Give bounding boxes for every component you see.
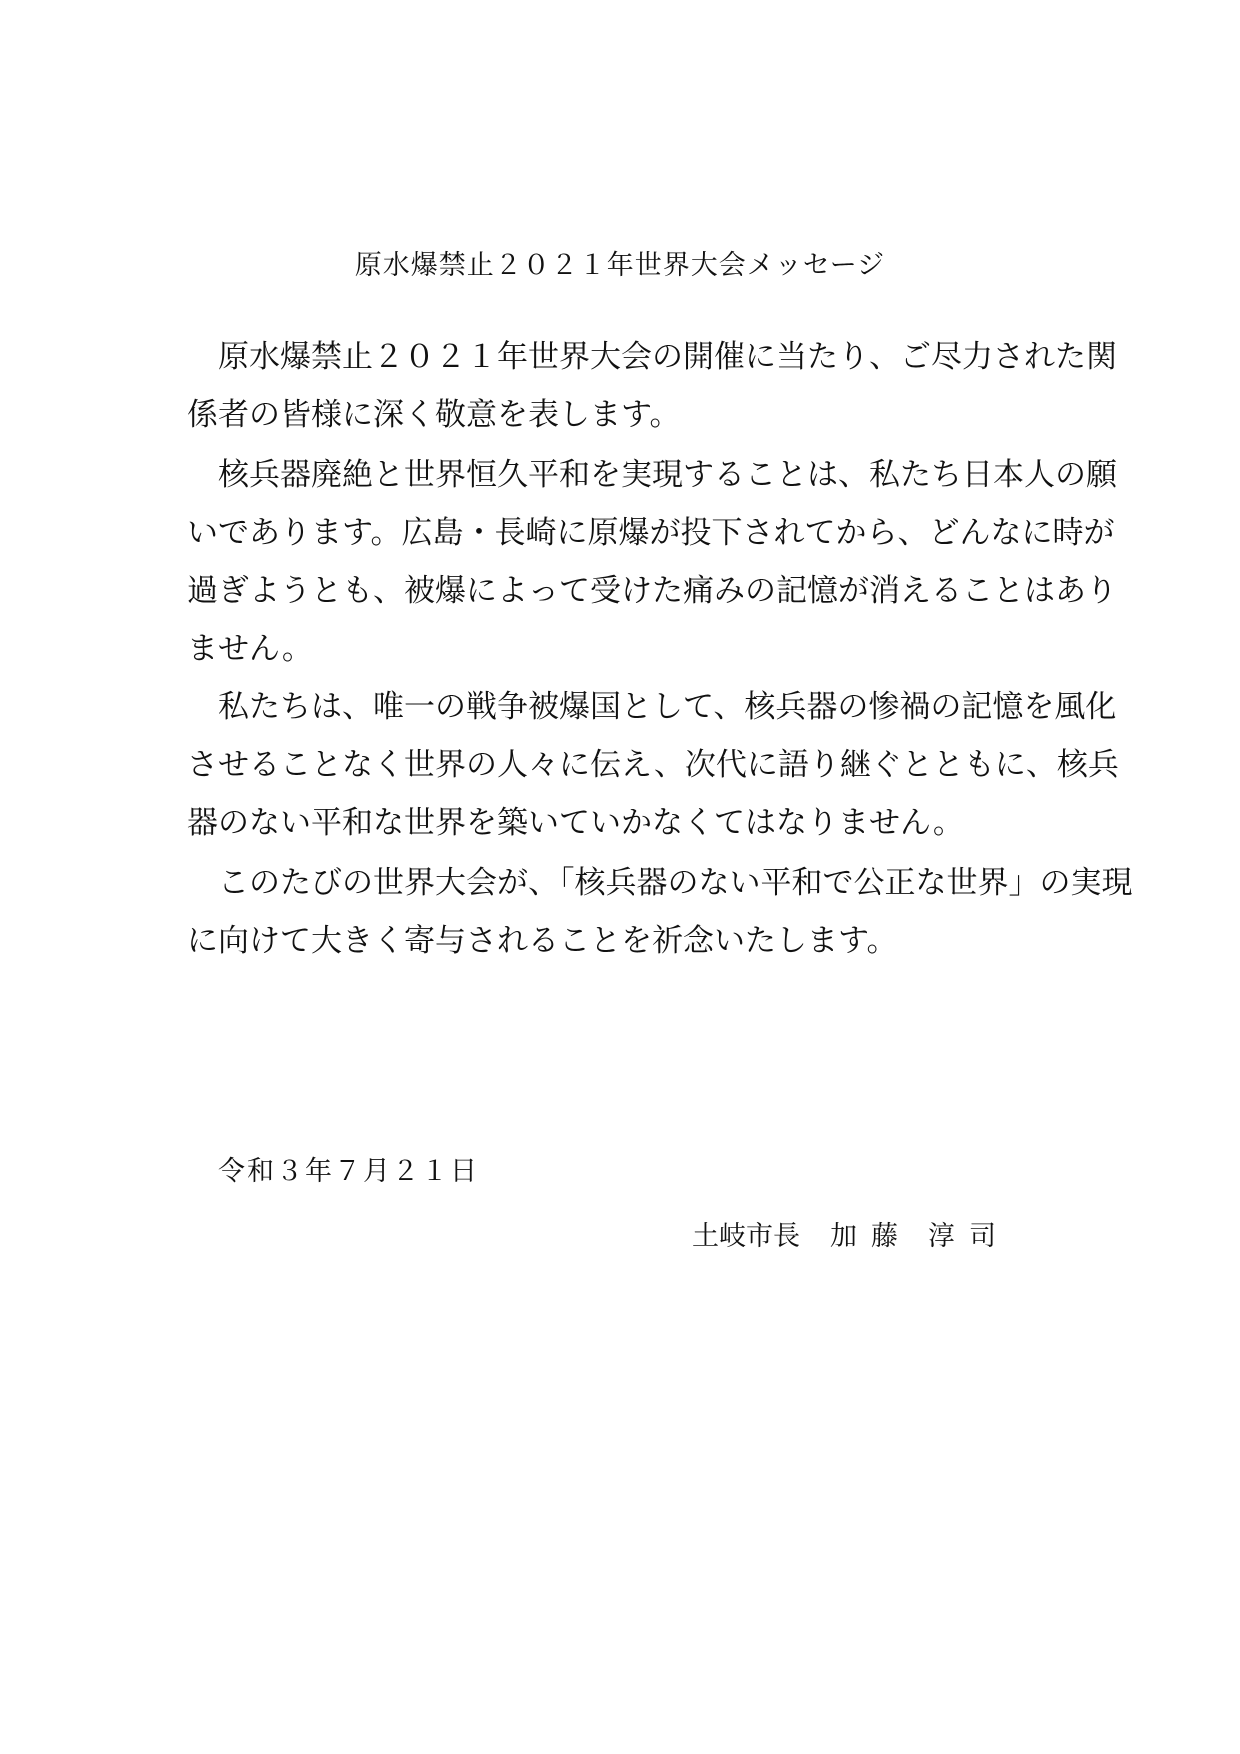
signature-given-2: 司	[969, 1221, 996, 1252]
paragraph-line: 私たちは、唯一の戦争被爆国として、核兵器の惨禍の記憶を風化	[218, 689, 1117, 725]
signature-block	[692, 1219, 996, 1255]
signature-surname-1: 加	[830, 1221, 857, 1252]
paragraph-line: 過ぎようとも、被爆によって受けた痛みの記憶が消えることはあり	[187, 573, 1117, 609]
document-date: 令和３年７月２１日	[218, 1156, 479, 1187]
paragraph-line: 原水爆禁止２０２１年世界大会の開催に当たり、ご尽力された関	[218, 339, 1117, 375]
paragraph-line: 係者の皆様に深く敬意を表します。	[187, 397, 681, 433]
paragraph-line: ません。	[187, 631, 313, 667]
paragraph-line: このたびの世界大会が、「核兵器のない平和で公正な世界」の実現	[218, 865, 1133, 901]
paragraph-line: 核兵器廃絶と世界恒久平和を実現することは、私たち日本人の願	[218, 457, 1117, 493]
paragraph-1	[187, 328, 1117, 444]
paragraph-2	[187, 446, 1117, 678]
paragraph-line: に向けて大きく寄与されることを祈念いたします。	[187, 923, 898, 959]
paragraph-line: いであります。広島・長崎に原爆が投下されてから、どんなに時が	[187, 515, 1115, 551]
paragraph-4	[187, 854, 1133, 970]
signature-given-1: 淳	[928, 1221, 955, 1252]
signature-surname-2: 藤	[871, 1221, 898, 1252]
paragraph-line: 器のない平和な世界を築いていかなくてはなりません。	[187, 805, 964, 841]
paragraph-line: させることなく世界の人々に伝え、次代に語り継ぐとともに、核兵	[187, 747, 1119, 783]
paragraph-3	[187, 678, 1119, 852]
signature-position: 土岐市長	[692, 1221, 800, 1252]
document-title: 原水爆禁止２０２１年世界大会メッセージ	[354, 250, 886, 281]
